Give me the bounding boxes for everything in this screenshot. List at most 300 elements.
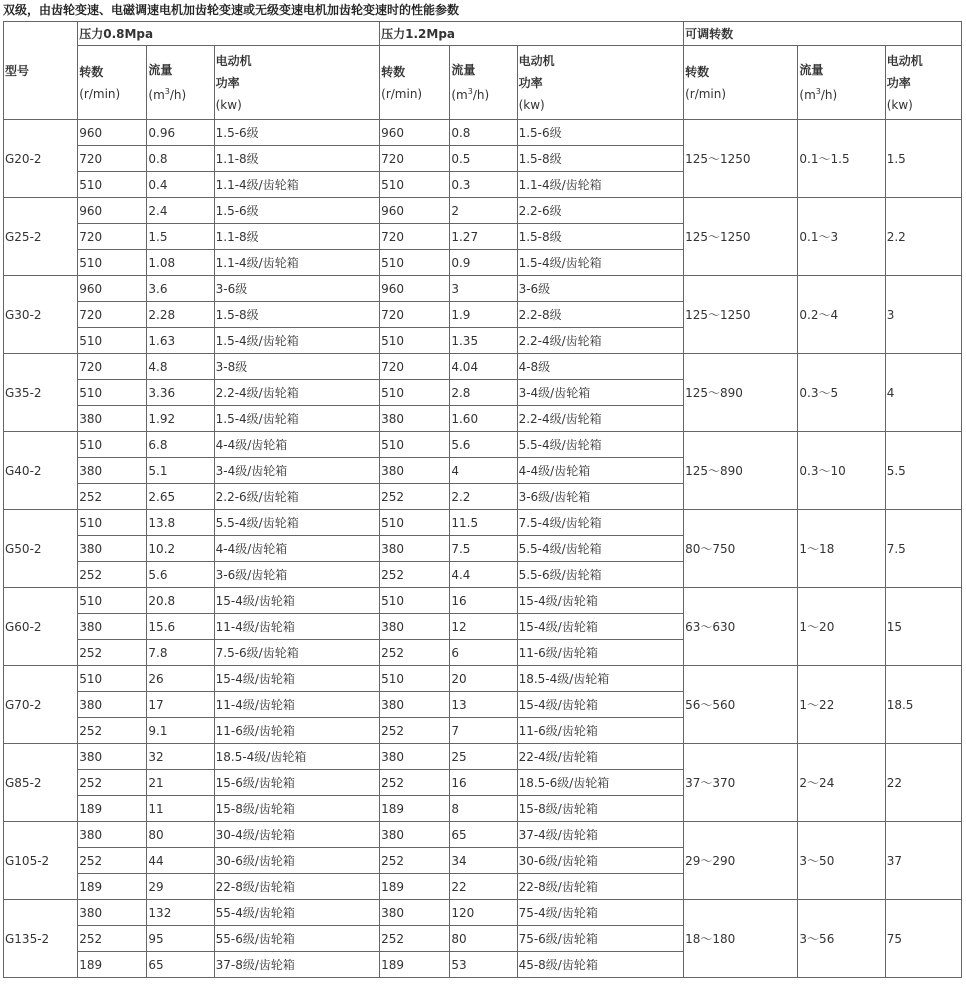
motor-cell-08: 55-4级/齿轮箱: [214, 900, 380, 926]
flow-cell-12: 53: [450, 952, 517, 978]
adjustable-power-cell: 7.5: [885, 510, 961, 588]
adjustable-flow-cell: 1～22: [798, 666, 885, 744]
motor-header-l1: 电动机: [518, 53, 555, 68]
speed-cell-12: 380: [380, 406, 450, 432]
flow-cell-08: 21: [147, 770, 214, 796]
speed-cell-12: 189: [380, 952, 450, 978]
adjustable-speed-cell: 125～1250: [684, 198, 798, 276]
flow-cell-12: 2: [450, 198, 517, 224]
adjustable-speed-cell: 63～630: [684, 588, 798, 666]
flow-cell-08: 20.8: [147, 588, 214, 614]
table-row: [4, 198, 962, 224]
flow-cell-08: 13.8: [147, 510, 214, 536]
adjustable-flow-cell: 1～20: [798, 588, 885, 666]
speed-cell-08: 252: [78, 770, 147, 796]
model-cell: G40-2: [4, 432, 78, 510]
pressure-08-header: 压力0.8Mpa: [78, 22, 380, 46]
motor-header-unit: (kw): [518, 97, 545, 112]
flow-unit-pre: (m: [799, 88, 816, 102]
motor-cell-12: 7.5-4级/齿轮箱: [517, 510, 684, 536]
flow-header-unit: [451, 81, 516, 106]
motor-cell-08: 3-8级: [214, 354, 380, 380]
motor-cell-12: 2.2-4级/齿轮箱: [517, 406, 684, 432]
flow-header-unit: [799, 81, 884, 106]
flow-cell-12: 22: [450, 874, 517, 900]
flow-cell-08: 0.8: [147, 146, 214, 172]
motor-cell-08: 1.1-8级: [214, 146, 380, 172]
flow-unit-post: /h): [169, 88, 187, 102]
model-cell: G105-2: [4, 822, 78, 900]
motor-cell-12: 30-6级/齿轮箱: [517, 848, 684, 874]
motor-cell-12: 75-6级/齿轮箱: [517, 926, 684, 952]
adjustable-speed-cell: 125～890: [684, 354, 798, 432]
motor-cell-08: 15-4级/齿轮箱: [214, 666, 380, 692]
motor-cell-12: 18.5-6级/齿轮箱: [517, 770, 684, 796]
speed-cell-12: 252: [380, 562, 450, 588]
speed-cell-12: 380: [380, 614, 450, 640]
motor-cell-08: 18.5-4级/齿轮箱: [214, 744, 380, 770]
flow-cell-08: 2.4: [147, 198, 214, 224]
adjustable-power-cell: 18.5: [885, 666, 961, 744]
adjustable-flow-cell: 1～18: [798, 510, 885, 588]
motor-cell-08: 1.5-6级: [214, 120, 380, 146]
motor-cell-12: 5.5-6级/齿轮箱: [517, 562, 684, 588]
adjustable-flow-cell: 0.1～1.5: [798, 120, 885, 198]
speed-cell-08: 720: [78, 302, 147, 328]
model-cell: G30-2: [4, 276, 78, 354]
speed-cell-12: 189: [380, 874, 450, 900]
flow-header-label: 流量: [148, 63, 173, 77]
adjustable-speed-header: 可调转数: [684, 22, 962, 46]
table-row: [4, 510, 962, 536]
speed-header-unit: (r/min): [685, 86, 727, 101]
motor-cell-08: 30-6级/齿轮箱: [214, 848, 380, 874]
speed-cell-12: 380: [380, 822, 450, 848]
motor-cell-12: 75-4级/齿轮箱: [517, 900, 684, 926]
flow-cell-12: 13: [450, 692, 517, 718]
flow-cell-12: 7.5: [450, 536, 517, 562]
pressure-12-header: 压力1.2Mpa: [380, 22, 684, 46]
adjustable-flow-cell: 0.2～4: [798, 276, 885, 354]
speed-header: [380, 46, 450, 120]
motor-cell-08: 1.5-4级/齿轮箱: [214, 406, 380, 432]
speed-cell-08: 380: [78, 536, 147, 562]
motor-cell-12: 2.2-4级/齿轮箱: [517, 328, 684, 354]
flow-cell-12: 5.6: [450, 432, 517, 458]
speed-cell-08: 380: [78, 900, 147, 926]
motor-cell-12: 5.5-4级/齿轮箱: [517, 432, 684, 458]
flow-cell-08: 32: [147, 744, 214, 770]
motor-cell-08: 15-8级/齿轮箱: [214, 796, 380, 822]
flow-cell-12: 80: [450, 926, 517, 952]
adjustable-power-cell: 5.5: [885, 432, 961, 510]
flow-header-label: 流量: [451, 63, 476, 77]
speed-cell-08: 380: [78, 744, 147, 770]
speed-cell-08: 960: [78, 198, 147, 224]
adjustable-speed-cell: 125～1250: [684, 120, 798, 198]
flow-cell-08: 1.63: [147, 328, 214, 354]
table-row: [4, 120, 962, 146]
flow-cell-12: 7: [450, 718, 517, 744]
flow-cell-12: 8: [450, 796, 517, 822]
motor-cell-08: 11-6级/齿轮箱: [214, 718, 380, 744]
flow-cell-08: 7.8: [147, 640, 214, 666]
table-caption: 双级，由齿轮变速、电磁调速电机加齿轮变速或无级变速电机加齿轮变速时的性能参数: [3, 3, 460, 17]
flow-cell-12: 1.35: [450, 328, 517, 354]
adjustable-power-cell: 22: [885, 744, 961, 822]
flow-cell-12: 34: [450, 848, 517, 874]
motor-cell-12: 3-6级/齿轮箱: [517, 484, 684, 510]
speed-cell-12: 252: [380, 640, 450, 666]
speed-cell-12: 510: [380, 250, 450, 276]
speed-cell-12: 960: [380, 198, 450, 224]
model-cell: G35-2: [4, 354, 78, 432]
adjustable-flow-cell: 0.3～5: [798, 354, 885, 432]
model-cell: G60-2: [4, 588, 78, 666]
model-header: 型号: [4, 22, 78, 120]
motor-cell-12: 1.5-4级/齿轮箱: [517, 250, 684, 276]
adjustable-power-cell: 2.2: [885, 198, 961, 276]
speed-header-label: 转数: [381, 64, 406, 79]
flow-cell-12: 6: [450, 640, 517, 666]
flow-cell-08: 1.92: [147, 406, 214, 432]
motor-cell-08: 1.5-8级: [214, 302, 380, 328]
flow-cell-08: 26: [147, 666, 214, 692]
performance-table: [3, 21, 962, 978]
flow-unit-post: /h): [820, 88, 838, 102]
header-column-row: [4, 46, 962, 120]
model-cell: G85-2: [4, 744, 78, 822]
flow-cell-12: 65: [450, 822, 517, 848]
table-row: [4, 354, 962, 380]
motor-cell-12: 2.2-6级: [517, 198, 684, 224]
speed-cell-12: 510: [380, 328, 450, 354]
motor-cell-12: 22-4级/齿轮箱: [517, 744, 684, 770]
speed-cell-08: 380: [78, 458, 147, 484]
speed-cell-12: 960: [380, 276, 450, 302]
flow-cell-12: 0.8: [450, 120, 517, 146]
speed-cell-12: 720: [380, 354, 450, 380]
adjustable-power-cell: 37: [885, 822, 961, 900]
flow-cell-12: 0.5: [450, 146, 517, 172]
flow-cell-08: 17: [147, 692, 214, 718]
speed-header-label: 转数: [685, 64, 710, 79]
speed-cell-12: 380: [380, 536, 450, 562]
adjustable-speed-cell: 56～560: [684, 666, 798, 744]
motor-header-l2: 功率: [518, 75, 543, 90]
speed-cell-08: 252: [78, 640, 147, 666]
motor-cell-08: 4-4级/齿轮箱: [214, 536, 380, 562]
motor-cell-12: 4-4级/齿轮箱: [517, 458, 684, 484]
flow-cell-12: 4.04: [450, 354, 517, 380]
motor-cell-08: 1.1-4级/齿轮箱: [214, 250, 380, 276]
flow-cell-08: 5.6: [147, 562, 214, 588]
adjustable-speed-cell: 125～1250: [684, 276, 798, 354]
flow-unit-sup: 3: [164, 87, 170, 96]
flow-cell-08: 1.5: [147, 224, 214, 250]
flow-cell-08: 2.65: [147, 484, 214, 510]
flow-cell-08: 29: [147, 874, 214, 900]
flow-header-unit: [148, 81, 213, 106]
adjustable-flow-cell: 2～24: [798, 744, 885, 822]
motor-cell-08: 15-6级/齿轮箱: [214, 770, 380, 796]
flow-cell-08: 15.6: [147, 614, 214, 640]
motor-cell-08: 7.5-6级/齿轮箱: [214, 640, 380, 666]
adjustable-speed-cell: 37～370: [684, 744, 798, 822]
speed-cell-12: 380: [380, 458, 450, 484]
speed-cell-12: 510: [380, 510, 450, 536]
adjustable-speed-cell: 125～890: [684, 432, 798, 510]
motor-cell-08: 3-6级: [214, 276, 380, 302]
model-cell: G25-2: [4, 198, 78, 276]
flow-cell-08: 0.96: [147, 120, 214, 146]
motor-header-l1: 电动机: [886, 53, 923, 68]
motor-cell-12: 15-4级/齿轮箱: [517, 588, 684, 614]
speed-header: [78, 46, 147, 120]
motor-header-l2: 功率: [215, 75, 240, 90]
adjustable-power-cell: 75: [885, 900, 961, 978]
motor-cell-08: 3-6级/齿轮箱: [214, 562, 380, 588]
table-header: [4, 22, 962, 120]
motor-cell-08: 30-4级/齿轮箱: [214, 822, 380, 848]
speed-cell-08: 510: [78, 432, 147, 458]
speed-cell-08: 189: [78, 796, 147, 822]
speed-cell-08: 510: [78, 328, 147, 354]
motor-header-unit: (kw): [886, 97, 913, 112]
speed-cell-08: 720: [78, 224, 147, 250]
speed-cell-12: 380: [380, 744, 450, 770]
adjustable-power-cell: 1.5: [885, 120, 961, 198]
flow-unit-pre: (m: [148, 88, 165, 102]
speed-cell-12: 252: [380, 484, 450, 510]
motor-cell-12: 1.5-8级: [517, 224, 684, 250]
table-row: [4, 822, 962, 848]
speed-cell-08: 380: [78, 406, 147, 432]
flow-cell-12: 2.2: [450, 484, 517, 510]
flow-unit-sup: 3: [467, 87, 473, 96]
table-row: [4, 666, 962, 692]
flow-unit-post: /h): [472, 88, 490, 102]
motor-cell-08: 1.5-6级: [214, 198, 380, 224]
speed-cell-12: 720: [380, 146, 450, 172]
motor-cell-12: 1.1-4级/齿轮箱: [517, 172, 684, 198]
motor-cell-08: 4-4级/齿轮箱: [214, 432, 380, 458]
motor-cell-12: 22-8级/齿轮箱: [517, 874, 684, 900]
speed-cell-08: 720: [78, 146, 147, 172]
speed-cell-08: 960: [78, 120, 147, 146]
flow-cell-12: 1.60: [450, 406, 517, 432]
flow-cell-12: 12: [450, 614, 517, 640]
flow-header: [147, 46, 214, 120]
speed-cell-12: 720: [380, 302, 450, 328]
speed-cell-12: 960: [380, 120, 450, 146]
speed-cell-08: 380: [78, 692, 147, 718]
model-cell: G50-2: [4, 510, 78, 588]
speed-cell-12: 510: [380, 172, 450, 198]
motor-cell-12: 4-8级: [517, 354, 684, 380]
adjustable-speed-cell: 29～290: [684, 822, 798, 900]
flow-cell-08: 3.6: [147, 276, 214, 302]
speed-cell-08: 380: [78, 822, 147, 848]
motor-cell-08: 37-8级/齿轮箱: [214, 952, 380, 978]
flow-unit-sup: 3: [815, 87, 821, 96]
motor-cell-08: 1.1-4级/齿轮箱: [214, 172, 380, 198]
motor-cell-08: 2.2-4级/齿轮箱: [214, 380, 380, 406]
speed-cell-08: 510: [78, 666, 147, 692]
flow-cell-08: 4.8: [147, 354, 214, 380]
adjustable-power-cell: 4: [885, 354, 961, 432]
flow-cell-12: 20: [450, 666, 517, 692]
model-cell: G70-2: [4, 666, 78, 744]
motor-cell-08: 11-4级/齿轮箱: [214, 692, 380, 718]
flow-cell-08: 3.36: [147, 380, 214, 406]
speed-cell-12: 252: [380, 848, 450, 874]
adjustable-flow-cell: 0.1～3: [798, 198, 885, 276]
speed-cell-08: 380: [78, 614, 147, 640]
flow-header: [798, 46, 885, 120]
flow-cell-12: 4: [450, 458, 517, 484]
speed-cell-12: 380: [380, 692, 450, 718]
speed-cell-08: 252: [78, 926, 147, 952]
flow-unit-pre: (m: [451, 88, 468, 102]
flow-header: [450, 46, 517, 120]
flow-cell-12: 25: [450, 744, 517, 770]
header-group-row: [4, 22, 962, 46]
flow-cell-12: 4.4: [450, 562, 517, 588]
flow-cell-08: 11: [147, 796, 214, 822]
speed-cell-08: 510: [78, 588, 147, 614]
adjustable-power-cell: 3: [885, 276, 961, 354]
motor-cell-12: 11-6级/齿轮箱: [517, 640, 684, 666]
flow-cell-08: 10.2: [147, 536, 214, 562]
flow-cell-12: 1.9: [450, 302, 517, 328]
motor-header-l1: 电动机: [215, 53, 252, 68]
adjustable-speed-cell: 80～750: [684, 510, 798, 588]
flow-cell-08: 9.1: [147, 718, 214, 744]
speed-cell-08: 252: [78, 562, 147, 588]
speed-header-label: 转数: [79, 64, 104, 79]
motor-cell-12: 11-6级/齿轮箱: [517, 718, 684, 744]
motor-cell-12: 37-4级/齿轮箱: [517, 822, 684, 848]
flow-cell-08: 5.1: [147, 458, 214, 484]
speed-cell-08: 252: [78, 718, 147, 744]
motor-cell-08: 2.2-6级/齿轮箱: [214, 484, 380, 510]
motor-cell-08: 15-4级/齿轮箱: [214, 588, 380, 614]
flow-cell-08: 1.08: [147, 250, 214, 276]
flow-cell-08: 6.8: [147, 432, 214, 458]
speed-header: [684, 46, 798, 120]
flow-cell-12: 0.9: [450, 250, 517, 276]
speed-cell-12: 252: [380, 770, 450, 796]
motor-cell-12: 18.5-4级/齿轮箱: [517, 666, 684, 692]
motor-cell-08: 5.5-4级/齿轮箱: [214, 510, 380, 536]
motor-cell-08: 55-6级/齿轮箱: [214, 926, 380, 952]
motor-cell-12: 15-4级/齿轮箱: [517, 692, 684, 718]
table-row: [4, 900, 962, 926]
speed-cell-08: 510: [78, 380, 147, 406]
motor-cell-08: 3-4级/齿轮箱: [214, 458, 380, 484]
speed-cell-08: 252: [78, 848, 147, 874]
speed-cell-12: 380: [380, 900, 450, 926]
speed-cell-12: 510: [380, 666, 450, 692]
speed-cell-12: 189: [380, 796, 450, 822]
motor-header: [517, 46, 684, 120]
motor-cell-08: 1.1-8级: [214, 224, 380, 250]
flow-cell-08: 2.28: [147, 302, 214, 328]
speed-header-unit: (r/min): [79, 86, 121, 101]
adjustable-flow-cell: 0.3～10: [798, 432, 885, 510]
table-row: [4, 432, 962, 458]
motor-cell-12: 2.2-8级: [517, 302, 684, 328]
flow-cell-12: 0.3: [450, 172, 517, 198]
flow-cell-08: 0.4: [147, 172, 214, 198]
motor-cell-12: 3-6级: [517, 276, 684, 302]
adjustable-speed-cell: 18～180: [684, 900, 798, 978]
motor-cell-12: 1.5-8级: [517, 146, 684, 172]
flow-cell-12: 16: [450, 588, 517, 614]
adjustable-flow-cell: 3～50: [798, 822, 885, 900]
speed-header-unit: (r/min): [381, 86, 423, 101]
flow-cell-12: 120: [450, 900, 517, 926]
flow-cell-08: 65: [147, 952, 214, 978]
motor-cell-12: 15-4级/齿轮箱: [517, 614, 684, 640]
speed-cell-08: 510: [78, 510, 147, 536]
speed-cell-08: 189: [78, 874, 147, 900]
motor-cell-12: 1.5-6级: [517, 120, 684, 146]
flow-cell-12: 3: [450, 276, 517, 302]
table-row: [4, 588, 962, 614]
speed-cell-08: 720: [78, 354, 147, 380]
motor-cell-12: 45-8级/齿轮箱: [517, 952, 684, 978]
speed-cell-08: 252: [78, 484, 147, 510]
speed-cell-12: 252: [380, 718, 450, 744]
speed-cell-08: 189: [78, 952, 147, 978]
speed-cell-12: 510: [380, 380, 450, 406]
speed-cell-12: 720: [380, 224, 450, 250]
model-cell: G135-2: [4, 900, 78, 978]
flow-cell-08: 95: [147, 926, 214, 952]
speed-cell-12: 510: [380, 432, 450, 458]
flow-cell-08: 132: [147, 900, 214, 926]
flow-cell-12: 11.5: [450, 510, 517, 536]
motor-cell-12: 3-4级/齿轮箱: [517, 380, 684, 406]
model-cell: G20-2: [4, 120, 78, 198]
table-row: [4, 276, 962, 302]
motor-header-unit: (kw): [215, 97, 242, 112]
speed-cell-08: 960: [78, 276, 147, 302]
table-body: [4, 120, 962, 978]
table-row: [4, 744, 962, 770]
motor-cell-08: 22-8级/齿轮箱: [214, 874, 380, 900]
motor-header: [214, 46, 380, 120]
motor-cell-08: 1.5-4级/齿轮箱: [214, 328, 380, 354]
flow-cell-08: 44: [147, 848, 214, 874]
flow-cell-12: 2.8: [450, 380, 517, 406]
flow-header-label: 流量: [799, 63, 824, 77]
adjustable-flow-cell: 3～56: [798, 900, 885, 978]
speed-cell-08: 510: [78, 250, 147, 276]
motor-cell-12: 15-8级/齿轮箱: [517, 796, 684, 822]
speed-cell-12: 510: [380, 588, 450, 614]
motor-cell-12: 5.5-4级/齿轮箱: [517, 536, 684, 562]
flow-cell-08: 80: [147, 822, 214, 848]
speed-cell-08: 510: [78, 172, 147, 198]
motor-header-l2: 功率: [886, 75, 911, 90]
flow-cell-12: 16: [450, 770, 517, 796]
motor-cell-08: 11-4级/齿轮箱: [214, 614, 380, 640]
adjustable-power-cell: 15: [885, 588, 961, 666]
flow-cell-12: 1.27: [450, 224, 517, 250]
